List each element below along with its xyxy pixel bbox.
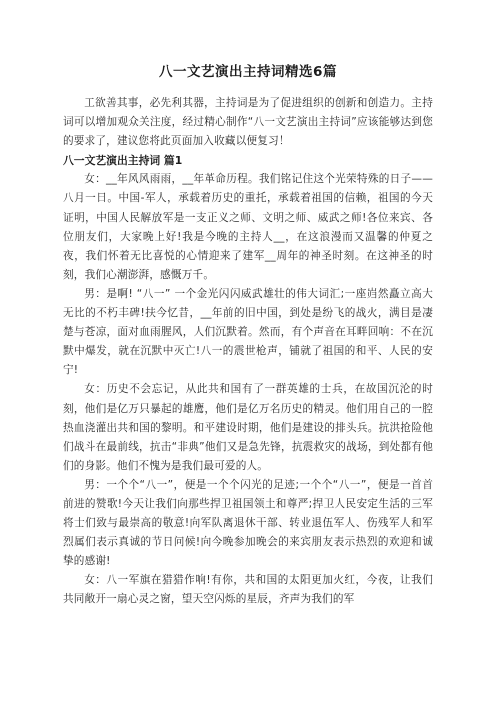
intro-paragraph: 工欲善其事，必先利其器，主持词是为了促进组织的创新和创造力。主持词可以增加观众关注度，经过精心制作“八一文艺演出主持词”应该能够达到您的要求了，建议您将此页面加入收藏以便复习！ bbox=[63, 97, 433, 148]
body-paragraph-3: 女：历史不会忘记，从此共和国有了一群英雄的士兵，在故国沉沦的时刻，他们是亿万只暴起的雄鹰，他们是亿万名历史的精灵。他们用自己的一腔热血浇灌出共和国的黎明。和平建设时期，他们是建设的排头兵。抗洪抢险他们战斗在最前线，抗击“非典”他们又是急先锋，抗震救灾的战场，到处都有他们的身影。他们不愧为是我们最可爱的人。 bbox=[63, 383, 433, 472]
body-paragraph-1: 女：__年风风雨雨，__年革命历程。我们铭记住这个光荣特殊的日子——八月一日。中国-军人，承载着历史的重托，承载着祖国的信赖，祖国的今天证明，中国人民解放军是一支正义之师、文明之师、威武之师!各位来宾、各位朋友们，大家晚上好!我是今晚的主持人__，在这浪漫而又温馨的仲夏之夜，我们怀着无比喜悦的心情迎来了建军__周年的神圣时刻。在这神圣的时刻，我们心潮澎湃，感慨万千。 bbox=[63, 173, 433, 281]
section-heading: 八一文艺演出主持词 篇1 bbox=[63, 154, 183, 168]
document-title: 八一文艺演出主持词精选6篇 bbox=[159, 64, 337, 80]
body-paragraph-4: 男：一个个“八一”，便是一个个闪光的足迹;一个个“八一”，便是一首首前进的赞歌!今天让我们向那些捍卫祖国领土和尊严;捍卫人民安定生活的三军将士们致与最崇高的敬意!向军队离退休干部、转业退伍军人、伤残军人和军烈属们表示真诚的节日问候!向今晚参加晚会的来宾朋友表示热烈的欢迎和诚挚的感谢! bbox=[63, 478, 433, 568]
body-paragraph-5: 女：八一军旗在猎猎作响!有你，共和国的太阳更加火红，今夜，让我们共同敞开一扇心灵之窗，望天空闪烁的星辰，齐声为我们的军 bbox=[63, 574, 433, 606]
body-paragraph-2: 男：是啊! “八一” 一个金光闪闪威武雄壮的伟大词汇;一座岿然矗立高大无比的不朽丰碑!扶今忆昔，__年前的旧中国，到处是纷飞的战火，满目是凄楚与苍凉，面对血雨腥风，人们沉默着。然而，有个声音在耳畔回响：不在沉默中爆发，就在沉默中灭亡!八一的震世枪声，铺就了祖国的和平、人民的安宁! bbox=[63, 287, 433, 377]
